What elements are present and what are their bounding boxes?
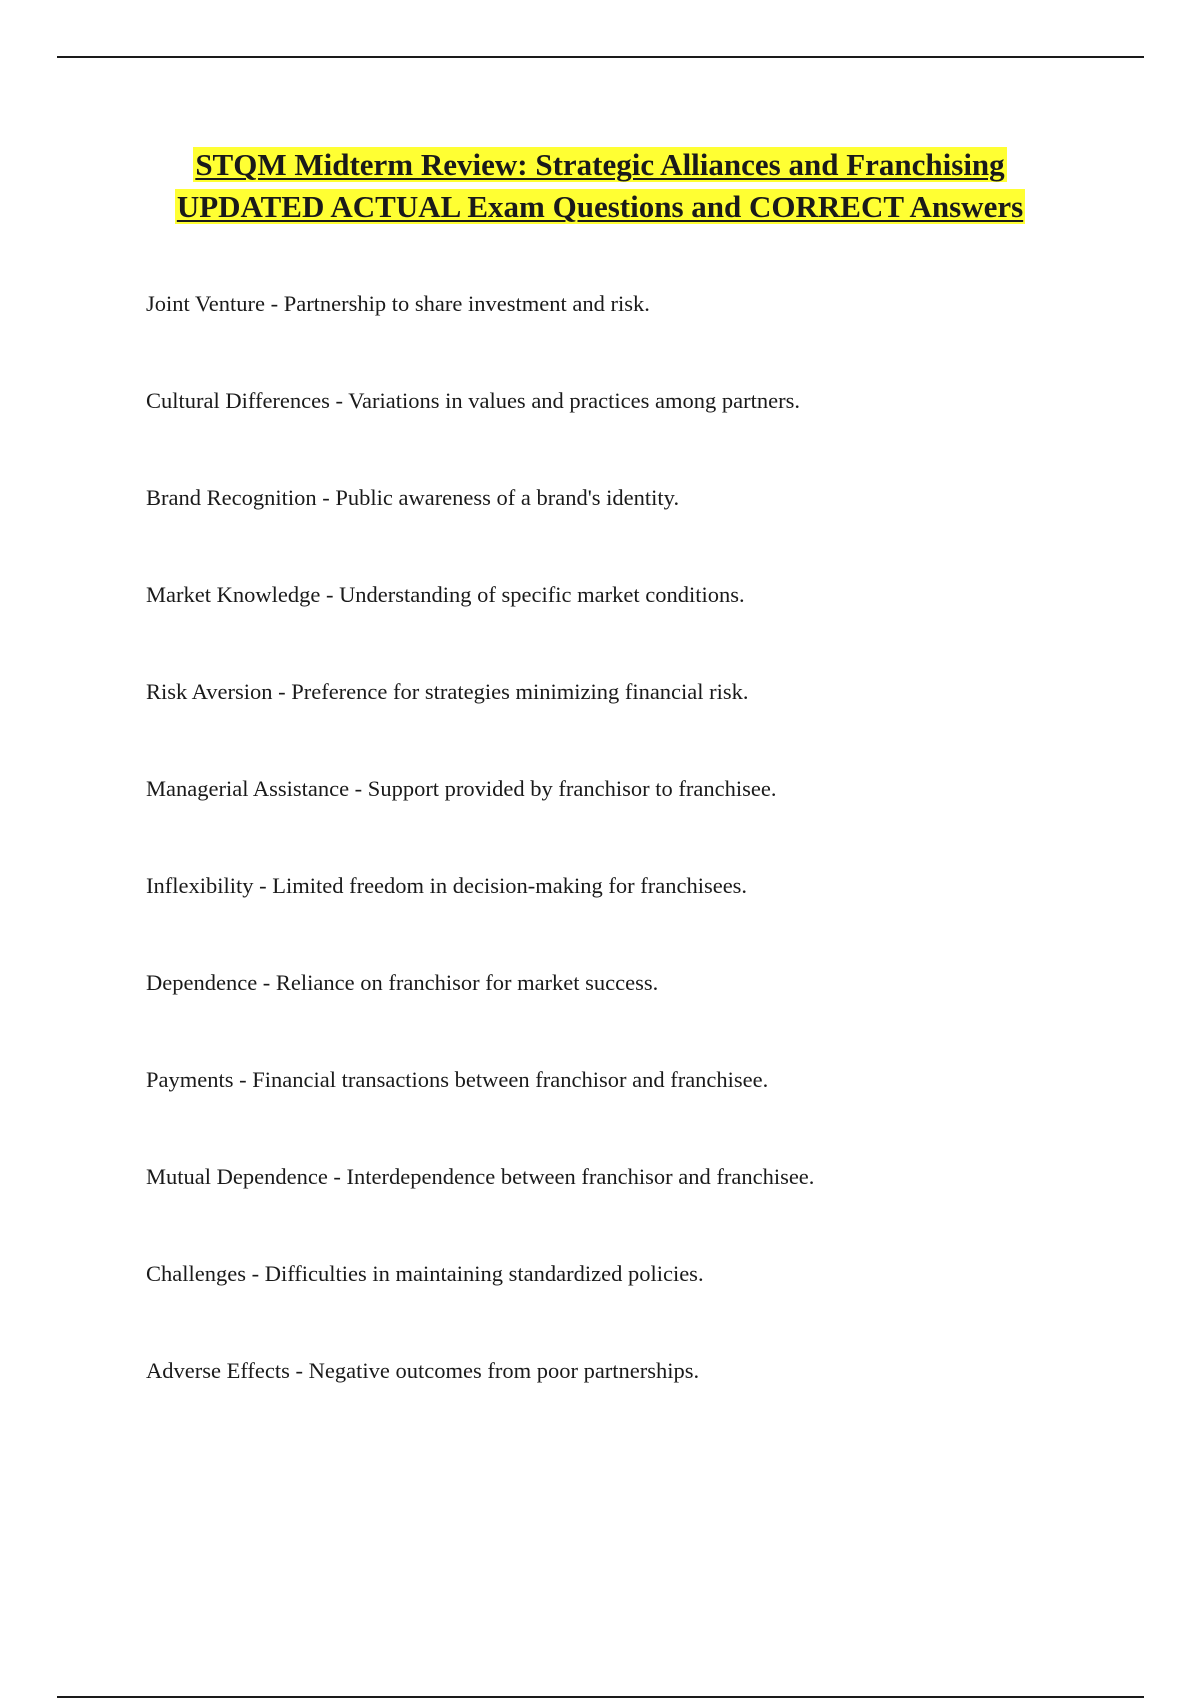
document-title xyxy=(0,144,1200,228)
title-line-1 xyxy=(0,144,1200,186)
term-item: Cultural Differences - Variations in values and practices among partners. xyxy=(146,388,800,413)
title-line-2 xyxy=(0,186,1200,228)
term-item: Mutual Dependence - Interdependence between franchisor and franchisee. xyxy=(146,1164,815,1189)
term-item: Brand Recognition - Public awareness of a brand's identity. xyxy=(146,485,680,510)
title-line-1-text: STQM Midterm Review: Strategic Alliances and Franchising xyxy=(195,147,1005,182)
term-item: Payments - Financial transactions between franchisor and franchisee. xyxy=(146,1067,769,1092)
term-item: Managerial Assistance - Support provided by franchisor to franchisee. xyxy=(146,776,777,801)
term-item: Adverse Effects - Negative outcomes from poor partnerships. xyxy=(146,1358,700,1383)
term-item: Joint Venture - Partnership to share investment and risk. xyxy=(146,291,650,316)
term-item: Inflexibility - Limited freedom in decision-making for franchisees. xyxy=(146,873,748,898)
term-item: Risk Aversion - Preference for strategies minimizing financial risk. xyxy=(146,679,749,704)
term-item: Dependence - Reliance on franchisor for market success. xyxy=(146,970,659,995)
bottom-rule xyxy=(57,1696,1144,1698)
term-item: Market Knowledge - Understanding of specific market conditions. xyxy=(146,582,745,607)
title-line-2-text: UPDATED ACTUAL Exam Questions and CORRECT Answers xyxy=(176,189,1024,224)
term-list xyxy=(146,290,1106,1454)
top-rule xyxy=(57,56,1144,58)
term-item: Challenges - Difficulties in maintaining standardized policies. xyxy=(146,1261,704,1286)
